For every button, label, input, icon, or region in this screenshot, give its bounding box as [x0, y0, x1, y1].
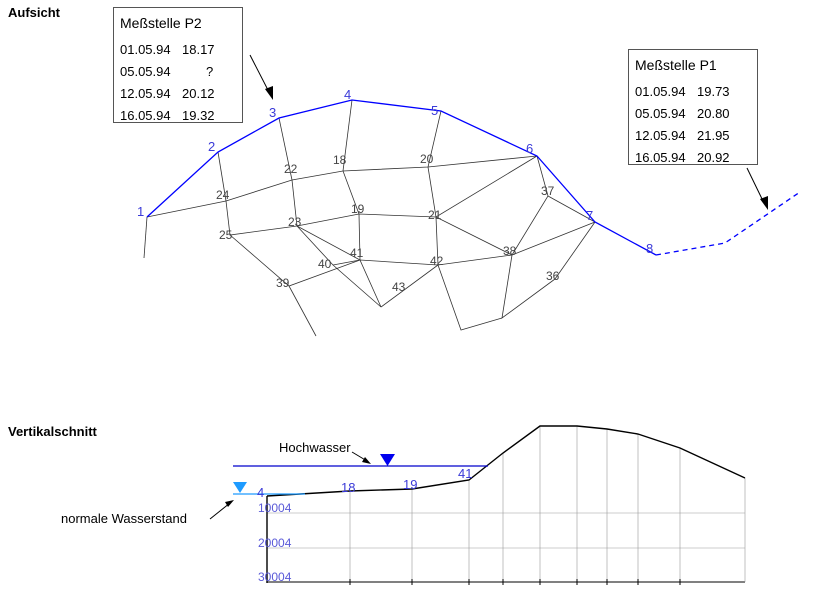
- network-edges: [144, 100, 595, 336]
- reading-value: 20.92: [697, 150, 730, 165]
- reading-date: 12.05.94: [120, 86, 171, 101]
- station-p2-title: Meßstelle P2: [120, 15, 202, 31]
- boundary-label: 8: [646, 241, 654, 256]
- node-label: 37: [541, 184, 555, 198]
- node-label: 40: [318, 257, 332, 271]
- profile-point-label: 19: [403, 477, 418, 492]
- reading-row: [114, 61, 242, 83]
- profile-point-label: 4: [257, 485, 265, 500]
- reading-date: 16.05.94: [120, 108, 171, 123]
- reading-value: 21.95: [697, 128, 730, 143]
- reading-value: ?: [206, 64, 214, 79]
- node-label: 41: [350, 246, 364, 260]
- reading-date: 12.05.94: [635, 128, 686, 143]
- node-label: 36: [546, 269, 560, 283]
- node-label: 42: [430, 254, 444, 268]
- profile-point-label: 41: [458, 466, 473, 481]
- node-label: 38: [503, 244, 517, 258]
- node-label: 18: [333, 153, 347, 167]
- boundary-label: 3: [269, 105, 277, 120]
- arrow-p2: [250, 55, 273, 100]
- reading-row: [629, 147, 757, 169]
- node-label: 22: [284, 162, 298, 176]
- arrow-p1: [747, 168, 768, 210]
- reading-date: 01.05.94: [635, 84, 686, 99]
- flood-label: Hochwasser: [279, 440, 351, 455]
- node-label: 43: [392, 280, 406, 294]
- reading-value: 18.17: [182, 42, 215, 57]
- flood-marker-icon: [380, 454, 395, 466]
- reading-date: 05.05.94: [120, 64, 171, 79]
- node-label: 19: [351, 202, 365, 216]
- reading-value: 19.73: [697, 84, 730, 99]
- reading-date: 01.05.94: [120, 42, 171, 57]
- terrain-profile: [267, 426, 745, 496]
- station-p2-box: [113, 7, 243, 123]
- node-label: 39: [276, 276, 290, 290]
- node-label: 20: [420, 152, 434, 166]
- plan-view-title: Aufsicht: [8, 5, 60, 20]
- reading-value: 19.32: [182, 108, 215, 123]
- reading-row: [629, 103, 757, 125]
- depth-label: 30004: [258, 570, 292, 584]
- reading-row: [629, 81, 757, 103]
- reading-value: 20.80: [697, 106, 730, 121]
- normal-water-label: normale Wasserstand: [61, 511, 187, 526]
- reading-row: [629, 125, 757, 147]
- node-label: 21: [428, 208, 442, 222]
- boundary-label: 2: [208, 139, 216, 154]
- node-label: 23: [288, 215, 302, 229]
- node-label: 25: [219, 228, 233, 242]
- reading-row: [114, 105, 242, 127]
- reading-row: [114, 39, 242, 61]
- boundary-label: 5: [431, 103, 439, 118]
- reading-date: 16.05.94: [635, 150, 686, 165]
- boundary-label: 1: [137, 204, 145, 219]
- boundary-label: 4: [344, 87, 352, 102]
- reading-date: 05.05.94: [635, 106, 686, 121]
- normal-water-marker-icon: [233, 482, 247, 493]
- station-p1-title: Meßstelle P1: [635, 57, 717, 73]
- reading-value: 20.12: [182, 86, 215, 101]
- depth-label: 10004: [258, 501, 292, 515]
- boundary-label: 7: [586, 208, 594, 223]
- station-p1-box: [628, 49, 758, 165]
- vertical-section-title: Vertikalschnitt: [8, 424, 97, 439]
- reading-row: [114, 83, 242, 105]
- normal-arrow: [210, 503, 230, 519]
- profile-point-label: 18: [341, 480, 356, 495]
- boundary-label: 6: [526, 141, 534, 156]
- node-label: 24: [216, 188, 230, 202]
- depth-label: 20004: [258, 536, 292, 550]
